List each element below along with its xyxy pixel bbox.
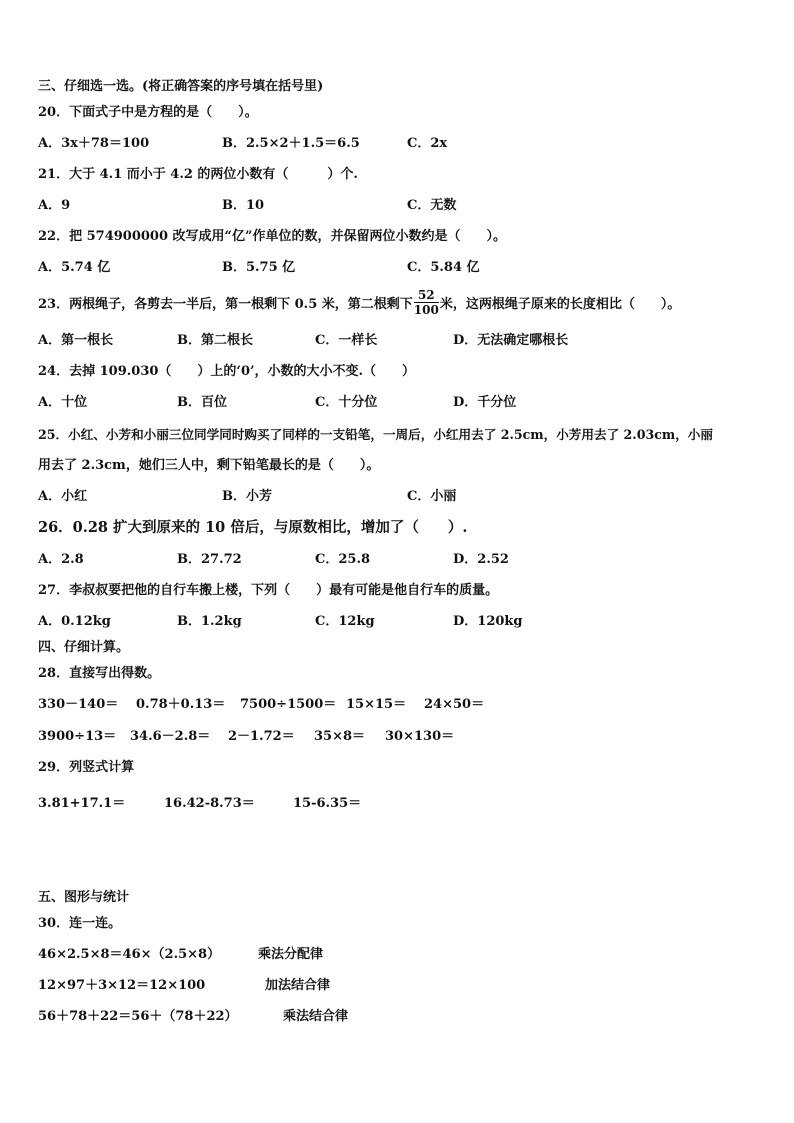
calc-item: 15×15＝: [346, 697, 407, 712]
question-25-stem-line-1: 25．小红、小芳和小丽三位同学同时购买了同样的一支铅笔，一周后，小红用去了 2.5cm，小芳用去了 2.03cm，小丽: [38, 427, 713, 442]
calc-item: 30×130＝: [385, 729, 455, 744]
question-27-stem: 27．李叔叔要把他的自行车搬上楼，下列（ ）最有可能是他自行车的质量。: [38, 583, 499, 598]
question-21-option-a: A．9: [38, 198, 71, 213]
match-left-item: 56＋78＋22＝56＋（78＋22）: [38, 1009, 238, 1024]
question-29-stem: 29．列竖式计算: [38, 760, 135, 775]
calc-item: 24×50＝: [424, 697, 485, 712]
fraction-numerator: 52: [414, 288, 439, 303]
question-25-option-b: B．小芳: [222, 489, 272, 504]
match-right-item: 乘法分配律: [258, 947, 324, 962]
question-20-option-c: C．2x: [407, 136, 448, 151]
question-23-option-b: B．第二根长: [177, 333, 253, 348]
question-22-option-a: A．5.74 亿: [38, 260, 111, 275]
calc-item: 7500÷1500＝: [240, 697, 337, 712]
question-24-option-c: C．十分位: [315, 395, 378, 410]
vertical-calc-item: 15-6.35＝: [293, 796, 362, 811]
fraction-denominator: 100: [413, 303, 439, 317]
calc-item: 330－140＝: [38, 697, 119, 712]
question-21-option-c: C．无数: [407, 198, 457, 213]
question-27-option-c: C．12kg: [315, 614, 375, 629]
question-25-option-a: A．小红: [38, 489, 88, 504]
question-26-stem: 26．0.28 扩大到原来的 10 倍后，与原数相比，增加了（ ）.: [38, 519, 468, 536]
question-20-option-b: B．2.5×2＋1.5＝6.5: [222, 136, 360, 151]
vertical-calc-item: 3.81+17.1＝: [38, 796, 126, 811]
fraction-52-over-100: [414, 288, 439, 317]
question-25-option-c: C．小丽: [407, 489, 457, 504]
question-27-option-b: B．1.2kg: [177, 614, 242, 629]
question-21-stem: 21．大于 4.1 而小于 4.2 的两位小数有（ ）个.: [38, 167, 358, 182]
section-5-title: 五、图形与统计: [38, 890, 130, 905]
section-4-title: 四、仔细计算。: [38, 640, 130, 655]
question-25-stem-line-2: 用去了 2.3cm，她们三人中，剩下铅笔最长的是（ ）。: [38, 458, 380, 473]
question-20-option-a: A．3x＋78＝100: [38, 136, 150, 151]
question-24-stem: 24．去掉 109.030（ ）上的‘0’，小数的大小不变.（ ）: [38, 364, 416, 379]
question-26-option-b: B．27.72: [177, 552, 242, 567]
match-left-item: 46×2.5×8＝46×（2.5×8）: [38, 947, 221, 962]
calc-item: 34.6－2.8＝: [130, 729, 211, 744]
match-right-item: 乘法结合律: [283, 1009, 349, 1024]
question-27-option-a: A．0.12kg: [38, 614, 111, 629]
match-left-item: 12×97＋3×12＝12×100: [38, 978, 206, 993]
question-28-stem: 28．直接写出得数。: [38, 666, 161, 681]
question-23-option-a: A．第一根长: [38, 333, 114, 348]
question-21-option-b: B．10: [222, 198, 265, 213]
question-22-option-b: B．5.75 亿: [222, 260, 296, 275]
question-23-stem: [38, 290, 680, 319]
match-right-item: 加法结合律: [265, 978, 331, 993]
question-27-option-d: D．120kg: [453, 614, 523, 629]
calc-item: 0.78＋0.13＝: [136, 697, 226, 712]
question-23-option-d: D．无法确定哪根长: [453, 333, 569, 348]
question-26-option-c: C．25.8: [315, 552, 371, 567]
calc-item: 35×8＝: [314, 729, 366, 744]
vertical-calc-item: 16.42-8.73＝: [164, 796, 255, 811]
section-3-title: 三、仔细选一选。(将正确答案的序号填在括号里): [38, 79, 324, 94]
question-26-option-d: D．2.52: [453, 552, 509, 567]
question-20-stem: 20．下面式子中是方程的是（ ）。: [38, 105, 258, 120]
question-23-stem-before: 23．两根绳子，各剪去一半后，第一根剩下 0.5 米，第二根剩下: [38, 297, 413, 312]
question-30-stem: 30．连一连。: [38, 916, 122, 931]
question-24-option-a: A．十位: [38, 395, 88, 410]
calc-item: 3900÷13＝: [38, 729, 117, 744]
question-24-option-d: D．千分位: [453, 395, 517, 410]
question-26-option-a: A．2.8: [38, 552, 84, 567]
calc-item: 2－1.72＝: [228, 729, 295, 744]
question-22-stem: 22．把 574900000 改写成用“亿”作单位的数，并保留两位小数约是（ ）。: [38, 229, 507, 244]
question-22-option-c: C．5.84 亿: [407, 260, 480, 275]
question-23-stem-after: 米，这两根绳子原来的长度相比（ ）。: [439, 297, 681, 312]
question-24-option-b: B．百位: [177, 395, 227, 410]
question-23-option-c: C．一样长: [315, 333, 378, 348]
